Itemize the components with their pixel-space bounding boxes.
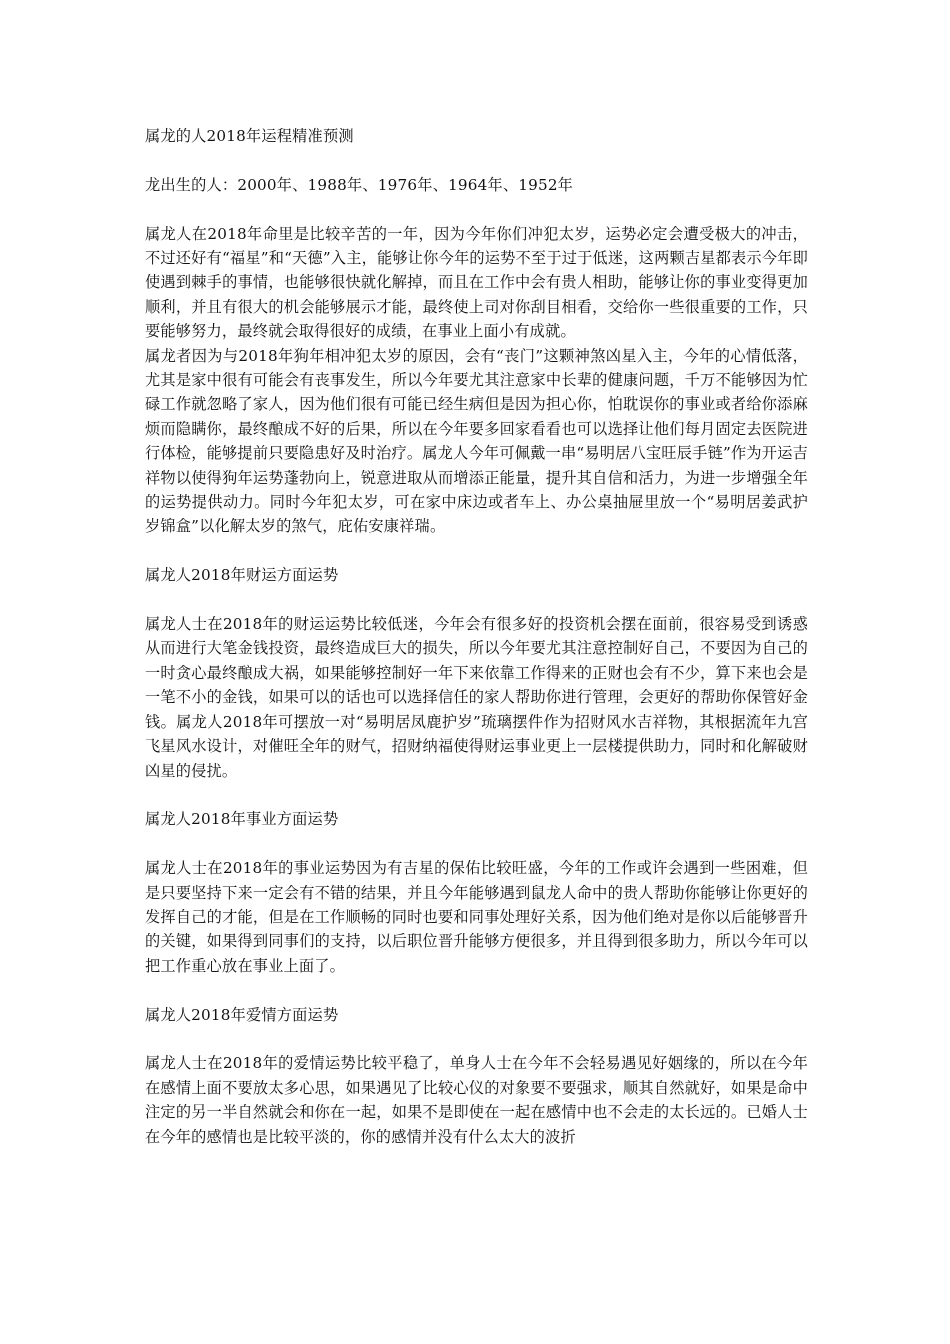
overview-paragraph-1: 属龙人在2018年命里是比较辛苦的一年，因为今年你们冲犯太岁，运势必定会遭受极大的冲击，不过还好有“福星”和“天德”入主，能够让你今年的运势不至于过于低迷，这两颗吉星都表示今年即使遇到棘手的事情，也能够很快就化解掉，而且在工作中会有贵人相助，能够让你的事业变得更加顺利，并且有很大的机会能够展示才能，最终使上司对你刮目相看，交给你一些很重要的工作，只要能够努力，最终就会取得很好的成绩，在事业上面小有成就。: [145, 224, 808, 341]
wealth-paragraph: 属龙人士在2018年的财运运势比较低迷，今年会有很多好的投资机会摆在面前，很容易受到诱惑从而进行大笔金钱投资，最终造成巨大的损失，所以今年要尤其注意控制好自己，不要因为自己的一时贪心最终酿成大祸，如果能够控制好一年下来依靠工作得来的正财也会有不少，算下来也会是一笔不小的金钱，如果可以的话也可以选择信任的家人帮助你进行管理，会更好的帮助你保管好金钱。属龙人2018年可摆放一对“易明居凤鹿护岁”琉璃摆件作为招财风水吉祥物，其根据流年九宫飞星风水设计，对催旺全年的财气，招财纳福使得财运事业更上一层楼提供助力，同时和化解破财凶星的侵扰。: [145, 615, 808, 780]
document-page: [145, 124, 808, 1149]
love-heading: 属龙人2018年爱情方面运势: [145, 1005, 339, 1024]
love-paragraph: 属龙人士在2018年的爱情运势比较平稳了，单身人士在今年不会轻易遇见好姻缘的，所以在今年在感情上面不要放太多心思，如果遇见了比较心仪的对象要不要强求，顺其自然就好，如果是命中注定的另一半自然就会和你在一起，如果不是即使在一起在感情中也不会走的太长远的。已婚人士在今年的感情也是比较平淡的，你的感情并没有什么太大的波折: [145, 1054, 808, 1146]
wealth-heading: 属龙人2018年财运方面运势: [145, 566, 339, 585]
career-heading: 属龙人2018年事业方面运势: [145, 810, 339, 829]
birth-years-line: 龙出生的人：2000年、1988年、1976年、1964年、1952年: [145, 175, 574, 194]
overview-paragraph-2: 属龙者因为与2018年狗年相冲犯太岁的原因，会有“丧门”这颗神煞凶星入主，今年的心情低落，尤其是家中很有可能会有丧事发生，所以今年要尤其注意家中长辈的健康问题，千万不能够因为忙碌工作就忽略了家人，因为他们很有可能已经生病但是因为担心你，怕耽误你的事业或者给你添麻烦而隐瞒你，最终酿成不好的后果，所以在今年要多回家看看也可以选择让他们每月固定去医院进行体检，能够提前只要隐患好及时治疗。属龙人今年可佩戴一串“易明居八宝旺辰手链”作为开运吉祥物以使得狗年运势蓬勃向上，锐意进取从而增添正能量，提升其自信和活力，为进一步增强全年的运势提供动力。同时今年犯太岁，可在家中床边或者车上、办公桌抽屉里放一个“易明居姜武护岁锦盒”以化解太岁的煞气，庇佑安康祥瑞。: [145, 346, 808, 536]
document-title: 属龙的人2018年运程精准预测: [145, 127, 354, 145]
career-paragraph: 属龙人士在2018年的事业运势因为有吉星的保佑比较旺盛，今年的工作或许会遇到一些困难，但是只要坚持下来一定会有不错的结果，并且今年能够遇到鼠龙人命中的贵人帮助你能够让你更好的发挥自己的才能，但是在工作顺畅的同时也要和同事处理好关系，因为他们绝对是你以后能够晋升的关键，如果得到同事们的支持，以后职位晋升能够方便很多，并且得到很多助力，所以今年可以把工作重心放在事业上面了。: [145, 859, 808, 975]
